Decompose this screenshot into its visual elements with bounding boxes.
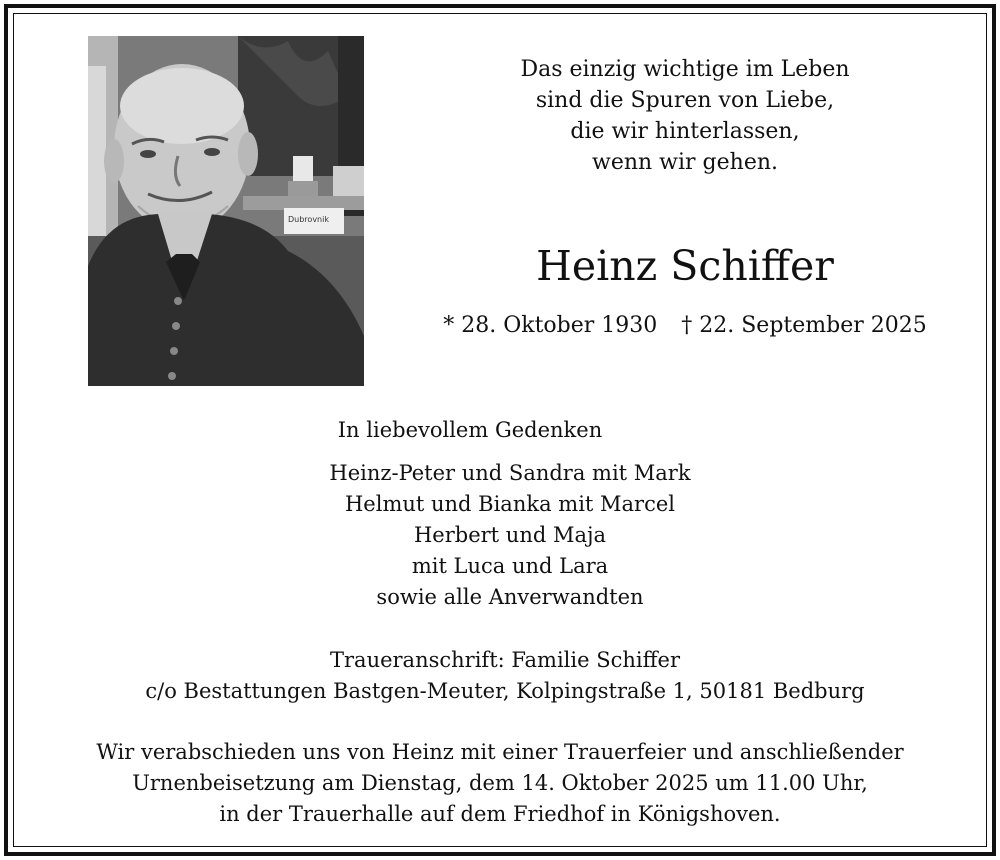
family-list: [260, 458, 760, 613]
mourning-address: [100, 645, 910, 707]
deceased-name: Heinz Schiffer: [536, 242, 834, 290]
family-line: Helmut und Bianka mit Marcel: [344, 492, 675, 516]
motto-line: die wir hinterlassen,: [570, 119, 800, 144]
family-line: mit Luca und Lara: [411, 554, 609, 578]
motto: [420, 54, 950, 178]
motto-line: Das einzig wichtige im Leben: [520, 57, 850, 82]
motto-line: sind die Spuren von Liebe,: [535, 88, 835, 113]
ceremony-line: Wir verabschieden uns von Heinz mit einer Trauerfeier und anschließender: [96, 740, 904, 764]
memory-heading: In liebevollem Gedenken: [337, 418, 603, 442]
death-date: † 22. September 2025: [681, 313, 927, 338]
address-line: Traueranschrift: Familie Schiffer: [330, 648, 680, 672]
portrait-photo: [88, 36, 364, 386]
photo-sign-text: Dubrovnik: [288, 215, 329, 224]
family-line: Herbert und Maja: [413, 523, 607, 547]
family-line: sowie alle Anverwandten: [376, 585, 644, 609]
birth-date: * 28. Oktober 1930: [443, 313, 658, 338]
life-dates: [420, 310, 950, 342]
ceremony-line: in der Trauerhalle auf dem Friedhof in Königshoven.: [219, 802, 781, 826]
address-line: c/o Bestattungen Bastgen-Meuter, Kolpingstraße 1, 50181 Bedburg: [145, 679, 865, 703]
ceremony-notice: [40, 737, 960, 830]
family-line: Heinz-Peter und Sandra mit Mark: [329, 461, 691, 485]
ceremony-line: Urnenbeisetzung am Dienstag, dem 14. Oktober 2025 um 11.00 Uhr,: [132, 771, 868, 795]
motto-line: wenn wir gehen.: [591, 150, 778, 175]
